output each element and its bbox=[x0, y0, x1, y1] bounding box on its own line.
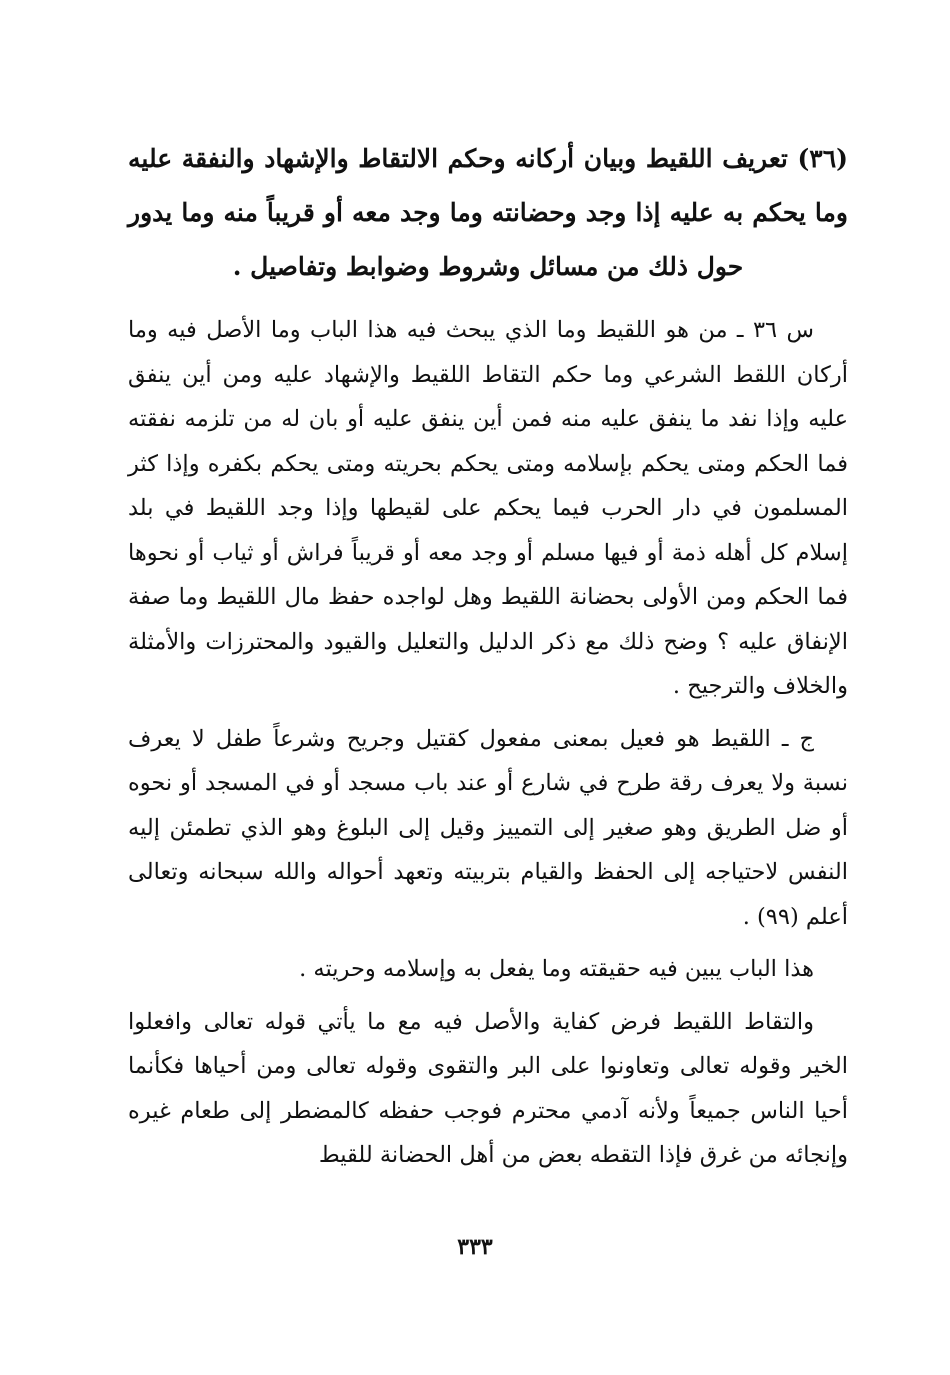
answer-paragraph: ج ـ اللقيط هو فعيل بمعنى مفعول كقتيل وجريح وشرعاً طفل لا يعرف نسبة ولا يعرف رقة طرح في شارع أو عند باب مسجد أو في المسجد أو نحوه أو ضل الطريق وهو صغير إلى التمييز وقيل إلى البلوغ وهو الذي تطمئن إليه النفس لاحتياجه إلى الحفظ والقيام بتربيته وتعهد أحواله والله سبحانه وتعالى أعلم (٩٩) . bbox=[128, 725, 848, 930]
page-content bbox=[128, 132, 848, 1186]
page-number: ٣٣٣ bbox=[457, 1234, 493, 1260]
section-heading bbox=[128, 132, 848, 294]
chapter-scope-paragraph: هذا الباب يبين فيه حقيقته وما يفعل به وإسلامه وحريته . bbox=[299, 956, 814, 982]
question-paragraph: س ٣٦ ـ من هو اللقيط وما الذي يبحث فيه هذا الباب وما الأصل فيه وما أركان اللقط الشرعي وما حكم التقاط اللقيط والإشهاد عليه ومن أين ينفق عليه وإذا نفد ما ينفق عليه منه فمن أين ينفق عليه أو بان له من تلزمه نفقته فما الحكم ومتى يحكم بإسلامه ومتى يحكم بحريته ومتى يحكم بكفره وإذا كثر المسلمون في دار الحرب فيما يحكم على لقيطها وإذا وجد اللقيط في بلد إسلام كل أهله ذمة أو فيها مسلم أو وجد معه أو قريباً فراش أو ثياب أو نحوها فما الحكم ومن الأولى بحضانة اللقيط وهل لواجده حفظ مال اللقيط وما صفة الإنفاق عليه ؟ وضح ذلك مع ذكر الدليل والتعليل والقيود والمحترزات والأمثلة والخلاف والترجيح . bbox=[128, 317, 848, 699]
ruling-paragraph: والتقاط اللقيط فرض كفاية والأصل فيه مع ما يأتي قوله تعالى وافعلوا الخير وقوله تعالى وتعاونوا على البر والتقوى وقوله تعالى ومن أحياها فكأنما أحيا الناس جميعاً ولأنه آدمي محترم فوجب حفظه كالمضطر إلى طعام غيره وإنجائه من غرق فإذا التقطه بعض من أهل الحضانة للقيط bbox=[128, 1008, 848, 1168]
heading-line-1: (٣٦) تعريف اللقيط وبيان أركانه وحكم الالتقاط والإشهاد والنفقة عليه bbox=[128, 144, 848, 173]
heading-line-2: وما يحكم به عليه إذا وجد وحضانته وما وجد معه أو قريباً منه وما يدور bbox=[128, 198, 848, 227]
heading-line-3: حول ذلك من مسائل وشروط وضوابط وتفاصيل . bbox=[232, 252, 744, 281]
